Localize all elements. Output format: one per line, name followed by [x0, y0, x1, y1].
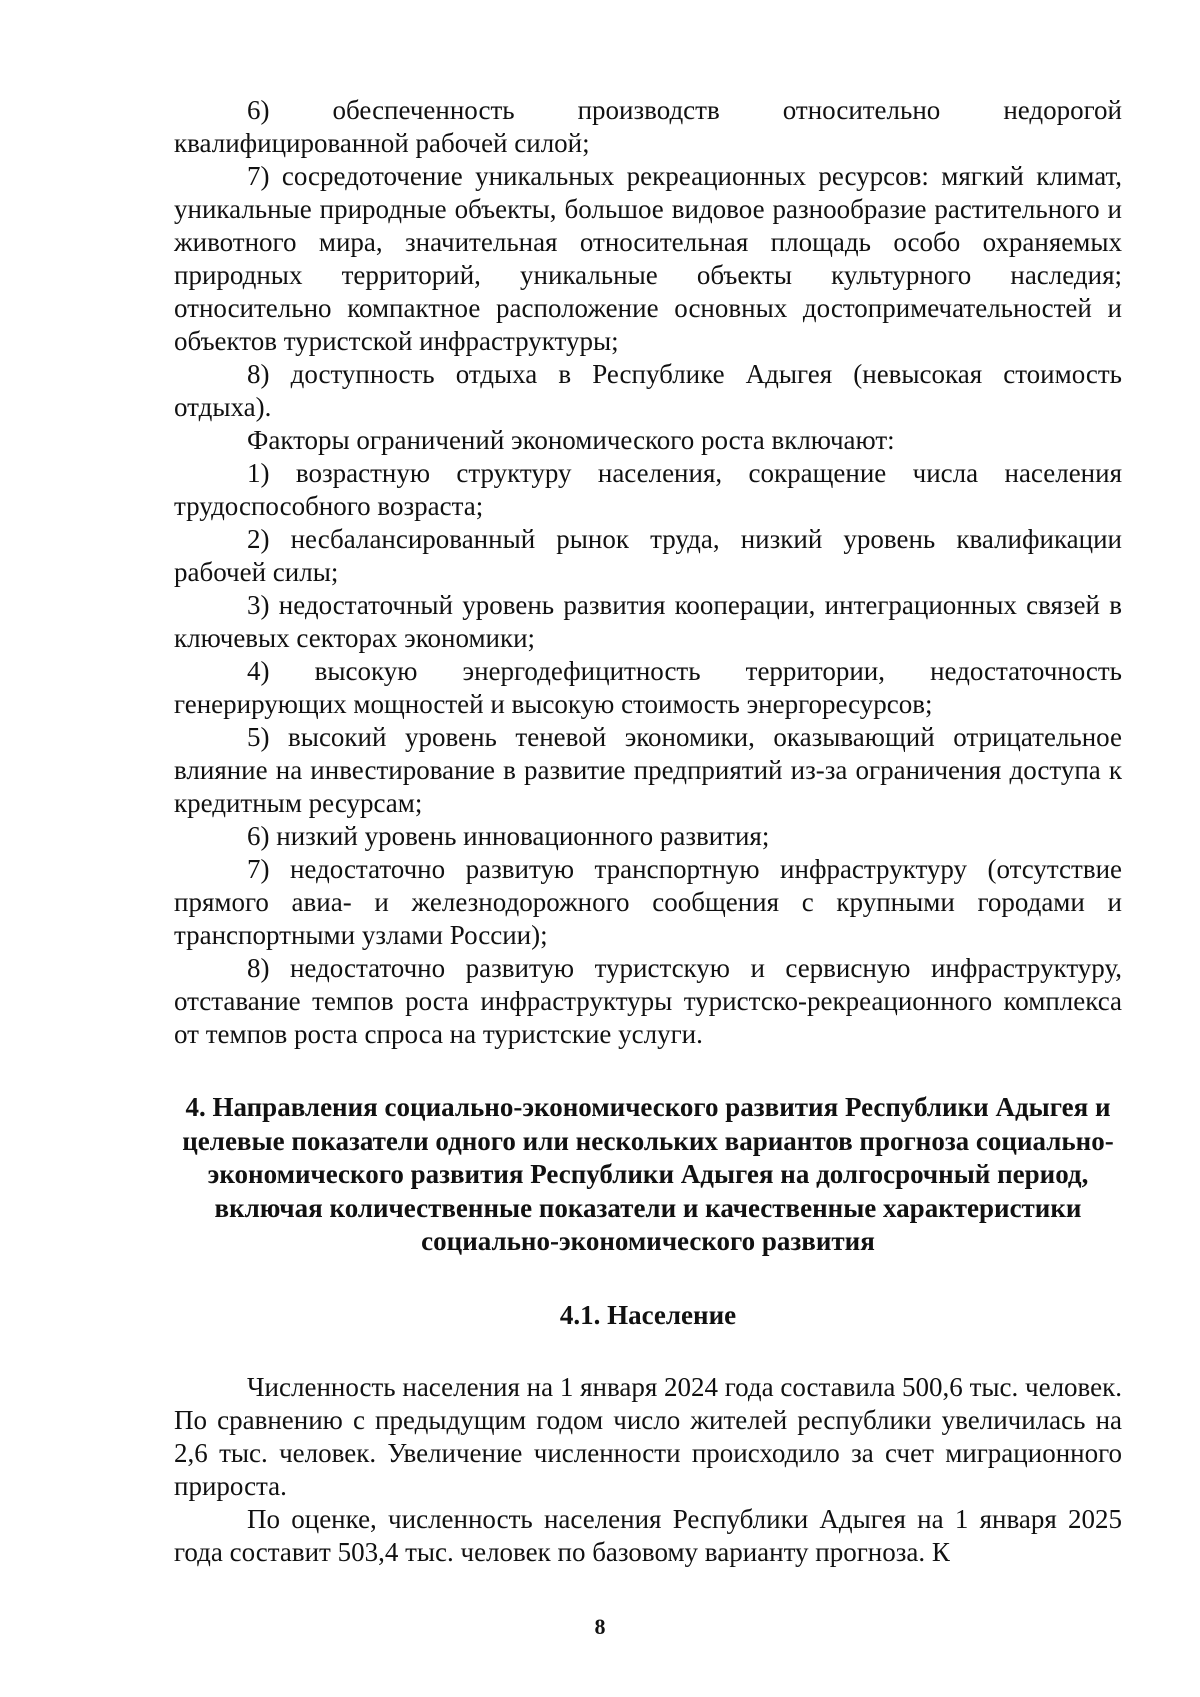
paragraph-item-8-affordability: 8) доступность отдыха в Республике Адыгея (невысокая стоимость отдыха). — [174, 359, 1122, 422]
subsection-heading: 4.1. Население — [559, 1299, 737, 1330]
paragraph-constraint-4: 4) высокую энергодефицитность территории, недостаточность генерирующих мощностей и высокую стоимость энергоресурсов; — [174, 656, 1122, 719]
paragraph-constraint-1: 1) возрастную структуру населения, сокращение числа населения трудоспособного возраста; — [174, 458, 1122, 521]
paragraph-constraint-2: 2) несбалансированный рынок труда, низкий уровень квалификации рабочей силы; — [174, 524, 1122, 587]
paragraph-constraint-3: 3) недостаточный уровень развития кооперации, интеграционных связей в ключевых секторах экономики; — [174, 590, 1122, 653]
page-number: 8 — [594, 1614, 606, 1639]
document-page — [174, 94, 1122, 1569]
paragraph-constraint-7: 7) недостаточно развитую транспортную инфраструктуру (отсутствие прямого авиа- и железнодорожного сообщения с крупными городами и транспортными узлами России); — [174, 854, 1122, 950]
paragraph-item-7-recreation: 7) сосредоточение уникальных рекреационных ресурсов: мягкий климат, уникальные природные объекты, большое видовое разнообразие растительного и животного мира, значительная относительная площадь особо охраняемых природных территорий, уникальные объекты культурного наследия; относительно компактное расположение основных достопримечательностей и объектов туристской инфраструктуры; — [174, 161, 1122, 356]
paragraph-item-6-labor: 6) обеспеченность производств относительно недорогой квалифицированной рабочей силой; — [174, 95, 1122, 158]
paragraph-constraints-intro: Факторы ограничений экономического роста включают: — [247, 425, 895, 455]
paragraph-population-2024: Численность населения на 1 января 2024 года составила 500,6 тыс. человек. По сравнению с предыдущим годом число жителей республики увеличилась на 2,6 тыс. человек. Увеличение численности происходило за счет миграционного прироста. — [174, 1372, 1122, 1501]
paragraph-constraint-6: 6) низкий уровень инновационного развития; — [247, 821, 770, 851]
paragraph-constraint-8: 8) недостаточно развитую туристскую и сервисную инфраструктуру, отставание темпов роста инфраструктуры туристско-рекреационного комплекса от темпов роста спроса на туристские услуги. — [174, 953, 1122, 1049]
section-heading: 4. Направления социально-экономического развития Республики Адыгея и целевые показатели одного или нескольких вариантов прогноза социально-экономического развития Республики Адыгея на долгосрочный период, включая количественные показатели и качественные характеристики социально-экономического развития — [182, 1092, 1114, 1256]
paragraph-population-2025: По оценке, численность населения Республики Адыгея на 1 января 2025 года составит 503,4 тыс. человек по базовому варианту прогноза. К — [174, 1504, 1122, 1567]
paragraph-constraint-5: 5) высокий уровень теневой экономики, оказывающий отрицательное влияние на инвестирование в развитие предприятий из-за ограничения доступа к кредитным ресурсам; — [174, 722, 1122, 818]
